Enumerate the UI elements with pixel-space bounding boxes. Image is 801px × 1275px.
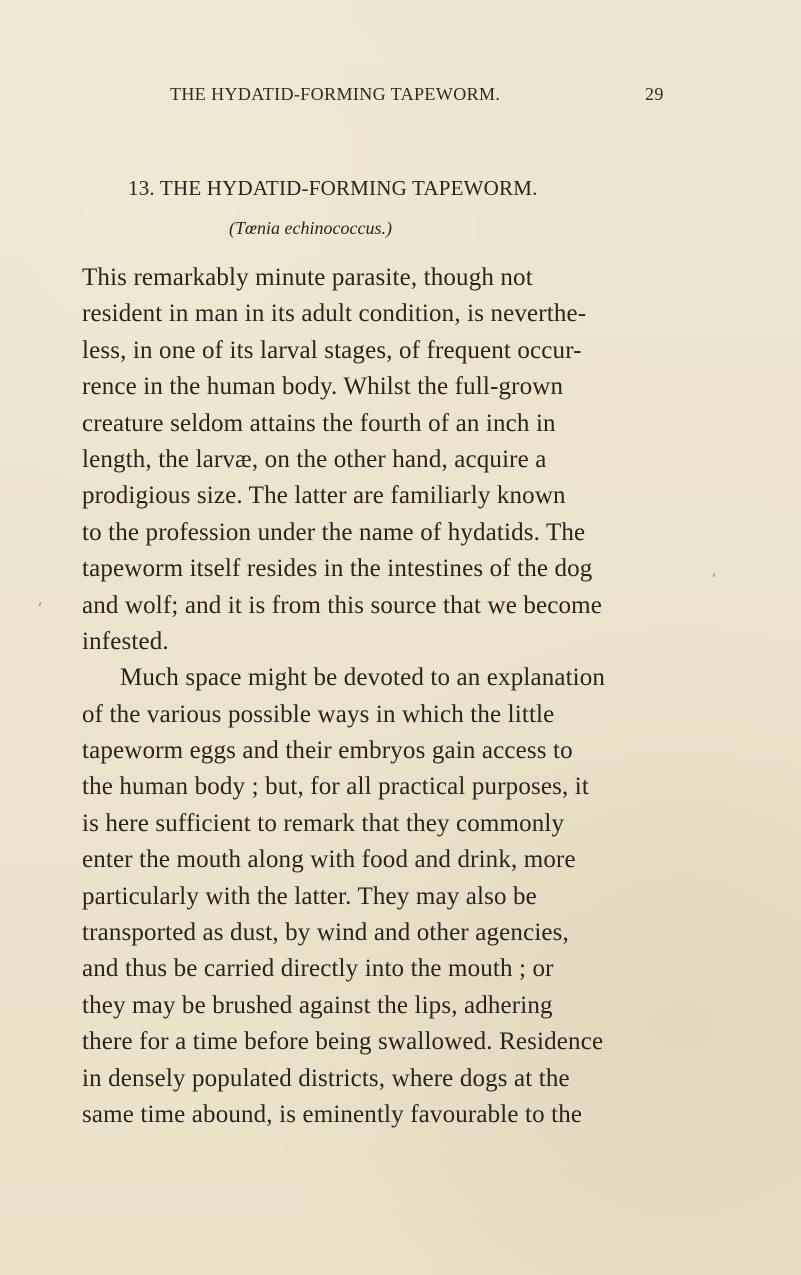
paragraph-line: less, in one of its larval stages, of frequent occur- bbox=[82, 336, 582, 364]
section-subtitle: (Tœnia echinococcus.) bbox=[229, 218, 392, 238]
paragraph-line: is here sufficient to remark that they commonly bbox=[82, 809, 565, 837]
paragraph-line: prodigious size. The latter are familiarly known bbox=[82, 482, 566, 510]
paragraph-line: to the profession under the name of hydatids. The bbox=[82, 518, 586, 546]
body-text bbox=[82, 260, 722, 1133]
section-title: 13. THE HYDATID-FORMING TAPEWORM. bbox=[128, 176, 538, 200]
paragraph-line: This remarkably minute parasite, though not bbox=[82, 264, 533, 291]
paragraph-line: there for a time before being swallowed. Residence bbox=[82, 1028, 604, 1056]
paragraph-line: the human body ; but, for all practical purposes, it bbox=[82, 773, 589, 801]
running-title: THE HYDATID-FORMING TAPEWORM. bbox=[170, 84, 501, 104]
running-head bbox=[170, 84, 664, 105]
paragraph-line: infested. bbox=[82, 627, 169, 655]
margin-mark-right: , bbox=[712, 563, 717, 579]
paragraph-line: creature seldom attains the fourth of an inch in bbox=[82, 409, 556, 437]
paragraph-line: tapeworm eggs and their embryos gain access to bbox=[82, 737, 573, 765]
paragraph-line: enter the mouth along with food and drink, more bbox=[82, 846, 576, 874]
paragraph-line: transported as dust, by wind and other agencies, bbox=[82, 919, 569, 947]
paragraph-line: they may be brushed against the lips, adhering bbox=[82, 991, 553, 1019]
paragraph-line: length, the larvæ, on the other hand, acquire a bbox=[82, 445, 547, 473]
paragraph-line: particularly with the latter. They may also be bbox=[82, 882, 537, 910]
paragraph-line: same time abound, is eminently favourable to the bbox=[82, 1100, 583, 1128]
paragraph-line: tapeworm itself resides in the intestines of the dog bbox=[82, 555, 593, 583]
paragraph-line: Much space might be devoted to an explanation bbox=[120, 664, 606, 692]
paragraph-line: and thus be carried directly into the mouth ; or bbox=[82, 955, 554, 983]
paragraph-line: rence in the human body. Whilst the full-grown bbox=[82, 373, 564, 401]
paragraph-line: resident in man in its adult condition, is neverthe- bbox=[82, 300, 587, 328]
margin-mark-left: , bbox=[38, 592, 43, 608]
paragraph-line: of the various possible ways in which the little bbox=[82, 700, 555, 728]
paragraph-line: in densely populated districts, where dogs at the bbox=[82, 1064, 570, 1092]
page-number: 29 bbox=[645, 84, 664, 104]
paragraph-line: and wolf; and it is from this source that we become bbox=[82, 591, 603, 619]
